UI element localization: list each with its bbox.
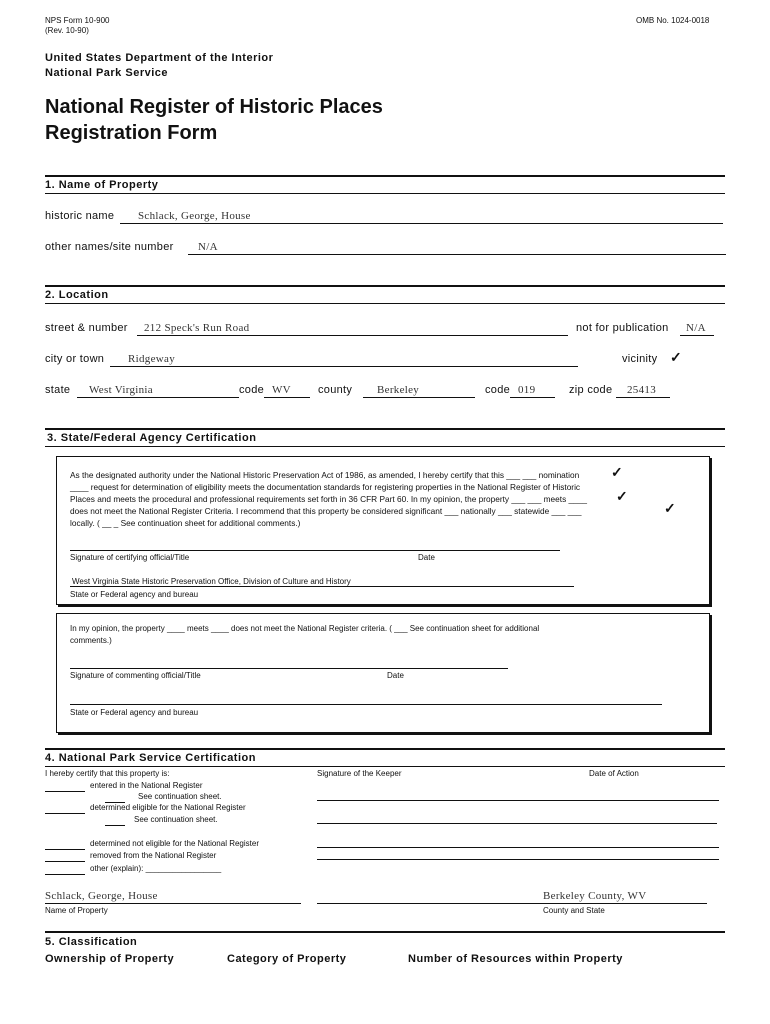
form-number: NPS Form 10-900 <box>45 16 110 25</box>
section-5-heading: 5. Classification <box>45 936 138 948</box>
meets-check-icon[interactable]: ✓ <box>616 488 628 504</box>
city-field[interactable]: Ridgeway <box>128 353 176 365</box>
other-names-label: other names/site number <box>45 241 174 253</box>
vicinity-check-icon[interactable]: ✓ <box>670 349 682 365</box>
certify-intro: I hereby certify that this property is: <box>45 769 170 778</box>
street-field[interactable]: 212 Speck's Run Road <box>144 322 250 334</box>
county-label: county <box>318 384 353 396</box>
county-state-label: County and State <box>543 906 605 915</box>
resources-heading: Number of Resources within Property <box>408 953 623 965</box>
street-label: street & number <box>45 322 128 334</box>
agency-label: State or Federal agency and bureau <box>70 590 199 599</box>
county-code-label: code <box>485 384 511 396</box>
status-entered-continuation[interactable]: See continuation sheet. <box>138 792 222 801</box>
certifying-date-label: Date <box>418 553 435 562</box>
property-name-field[interactable]: Schlack, George, House <box>45 890 158 902</box>
county-code-field[interactable]: 019 <box>518 384 536 396</box>
section-1-heading: 1. Name of Property <box>45 179 159 191</box>
ownership-heading: Ownership of Property <box>45 953 175 965</box>
state-code-label: code <box>239 384 265 396</box>
other-names-field[interactable]: N/A <box>198 241 218 253</box>
keeper-signature-label: Signature of the Keeper <box>317 769 402 778</box>
status-not-eligible[interactable]: determined not eligible for the National Register <box>90 839 259 848</box>
category-heading: Category of Property <box>227 953 347 965</box>
status-removed[interactable]: removed from the National Register <box>90 851 217 860</box>
locally-check-icon[interactable]: ✓ <box>664 500 676 516</box>
not-for-publication-field[interactable]: N/A <box>686 322 706 334</box>
form-title: National Register of Historic Places <box>45 96 383 118</box>
agency: National Park Service <box>45 67 169 79</box>
opinion-line-2: comments.) <box>70 636 112 645</box>
state-label: state <box>45 384 71 396</box>
cert-line-4: does not meet the National Register Criteria. I recommend that this property be considered significant ___ nationally ___ statewide ___ ___ <box>70 506 582 516</box>
zip-field[interactable]: 25413 <box>627 384 656 396</box>
omb-number: OMB No. 1024-0018 <box>636 16 710 25</box>
commenting-agency-label: State or Federal agency and bureau <box>70 708 199 717</box>
department: United States Department of the Interior <box>45 52 274 64</box>
county-state-field[interactable]: Berkeley County, WV <box>543 890 647 902</box>
state-code-field[interactable]: WV <box>272 384 291 396</box>
form-revision: (Rev. 10-90) <box>45 26 89 35</box>
vicinity-label: vicinity <box>622 353 658 365</box>
not-for-publication-label: not for publication <box>576 322 669 334</box>
historic-name-label: historic name <box>45 210 115 222</box>
section-2-heading: 2. Location <box>45 289 109 301</box>
date-of-action-label: Date of Action <box>589 769 639 778</box>
agency-field[interactable]: West Virginia State Historic Preservation Office, Division of Culture and History <box>72 577 351 586</box>
section-3-heading: 3. State/Federal Agency Certification <box>47 432 257 444</box>
city-label: city or town <box>45 353 105 365</box>
cert-line-1: As the designated authority under the National Historic Preservation Act of 1986, as amended, I hereby certify that this ___ ___ nomination <box>70 470 580 480</box>
cert-line-3: Places and meets the procedural and professional requirements set forth in 36 CFR Part 60. In my opinion, the property ___ ___ meets ____ <box>70 494 588 504</box>
commenting-signature-label: Signature of commenting official/Title <box>70 671 201 680</box>
cert-line-5: locally. ( __ _ See continuation sheet for additional comments.) <box>70 518 301 528</box>
status-eligible[interactable]: determined eligible for the National Register <box>90 803 246 812</box>
status-other[interactable]: other (explain): _________________ <box>90 864 222 873</box>
historic-name-field[interactable]: Schlack, George, House <box>138 210 251 222</box>
opinion-line-1: In my opinion, the property ____ meets ____ does not meet the National Register criteria. ( ___ See continuation sheet for additional <box>70 624 540 633</box>
commenting-date-label: Date <box>387 671 404 680</box>
status-entered[interactable]: entered in the National Register <box>90 781 203 790</box>
form-subtitle: Registration Form <box>45 122 218 144</box>
status-eligible-continuation[interactable]: See continuation sheet. <box>134 815 218 824</box>
certifying-signature-label: Signature of certifying official/Title <box>70 553 190 562</box>
zip-label: zip code <box>569 384 613 396</box>
cert-line-2: ____ request for determination of eligibility meets the documentation standards for registering properties in the National Register of Historic <box>70 482 581 492</box>
county-field[interactable]: Berkeley <box>377 384 420 396</box>
section-4-heading: 4. National Park Service Certification <box>45 752 256 764</box>
nomination-check-icon[interactable]: ✓ <box>611 464 623 480</box>
property-name-label: Name of Property <box>45 906 108 915</box>
state-field[interactable]: West Virginia <box>89 384 153 396</box>
